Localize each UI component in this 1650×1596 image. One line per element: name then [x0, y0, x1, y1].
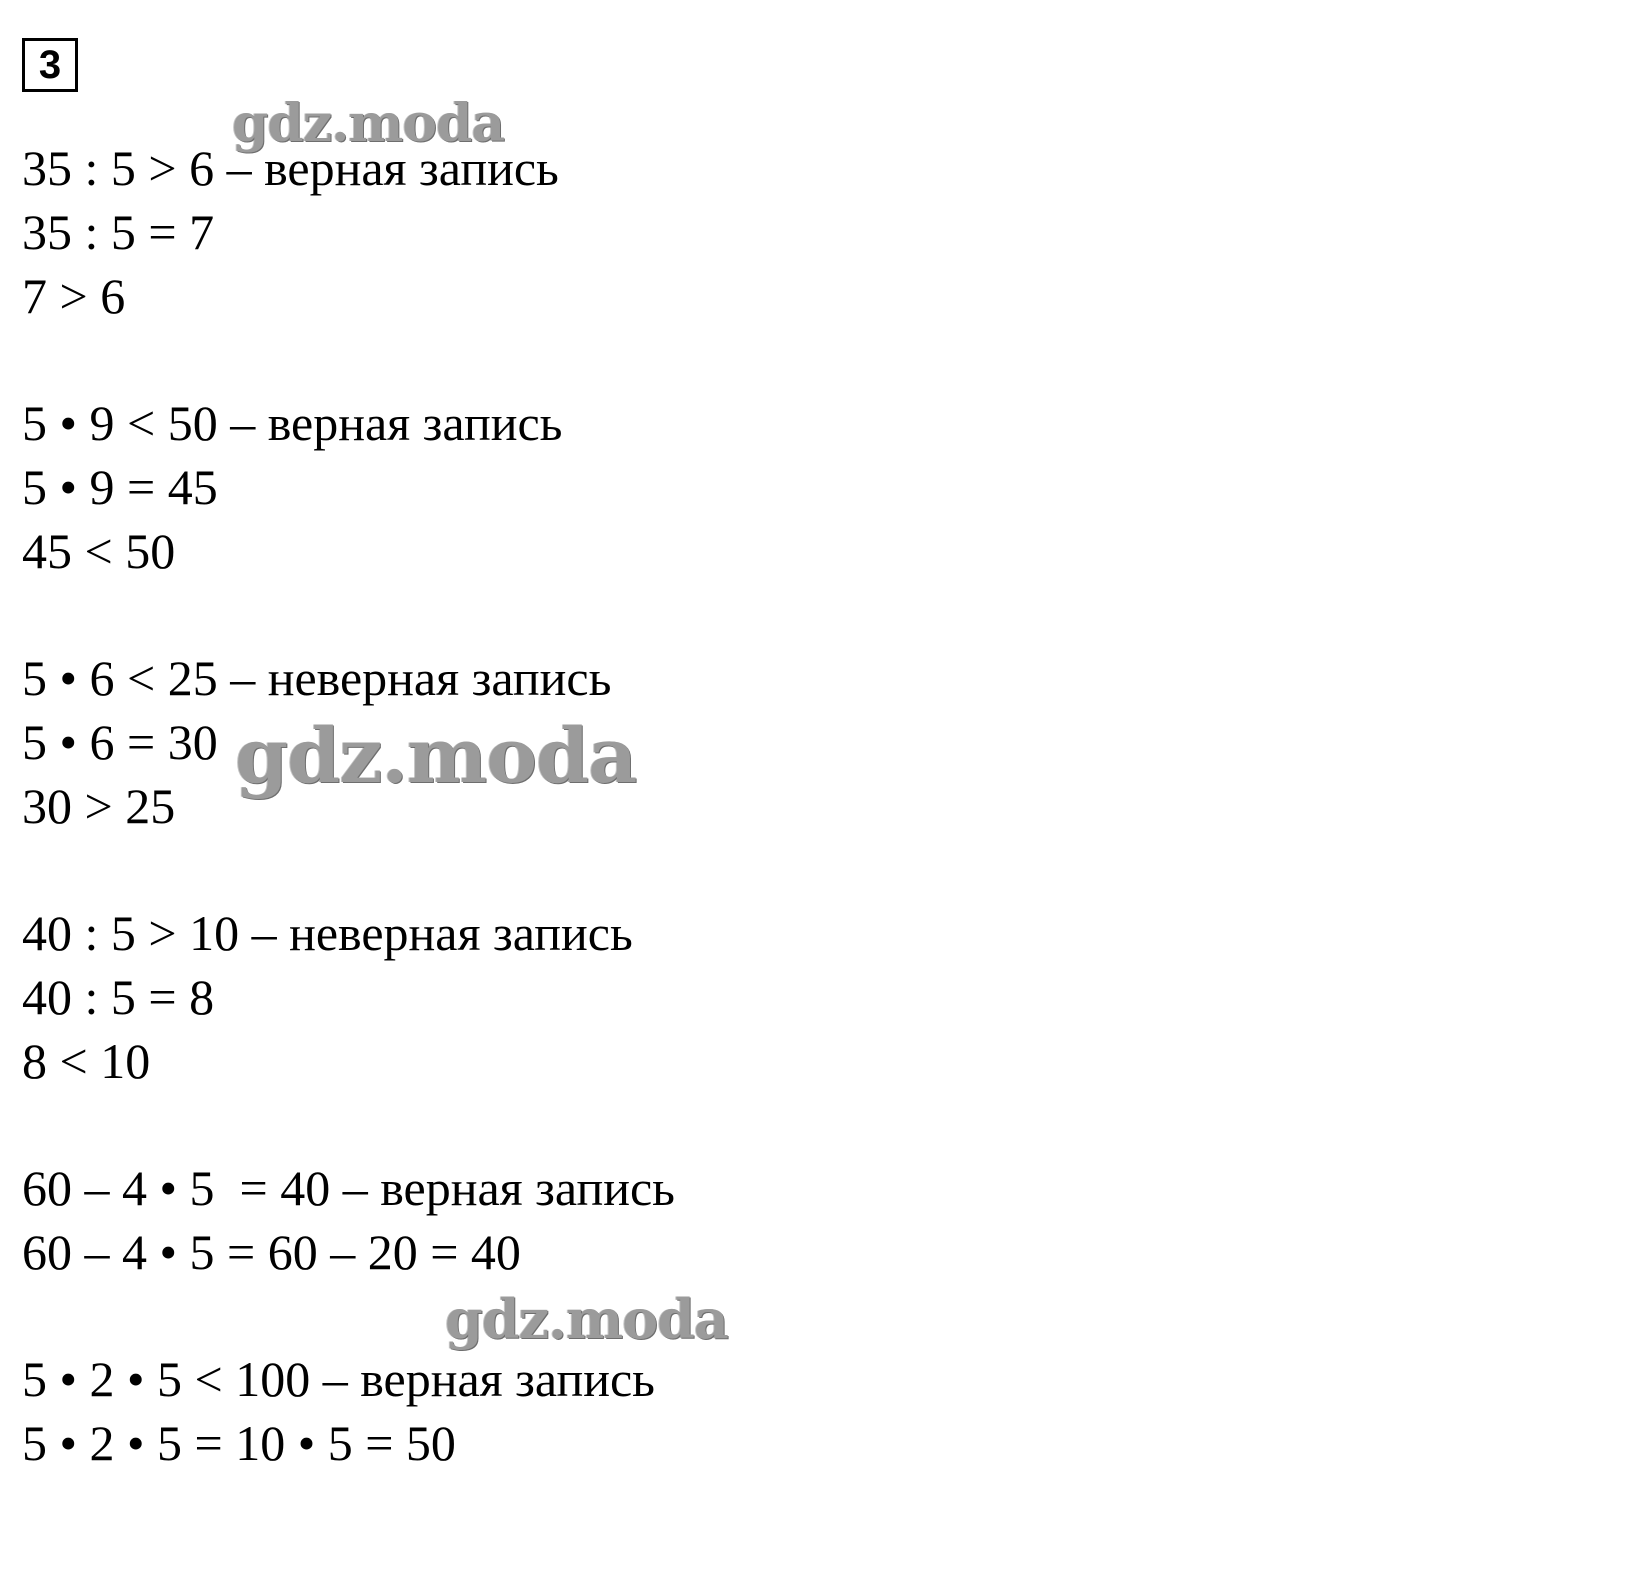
watermark: gdz.moda — [445, 1287, 728, 1351]
solution-line: 30 > 25 — [22, 778, 176, 834]
solution-line: 5 • 6 = 30 — [22, 714, 218, 770]
solution-line: 35 : 5 > 6 – верная запись — [22, 140, 559, 196]
watermark: gdz.moda — [232, 93, 505, 154]
task-number-box — [22, 38, 78, 92]
solution-line: 40 : 5 > 10 – неверная запись — [22, 905, 633, 961]
solution-line: 60 – 4 • 5 = 40 – верная запись — [22, 1160, 675, 1216]
task-number: 3 — [38, 43, 62, 87]
solution-line: 5 • 9 = 45 — [22, 459, 218, 515]
solution-line: 5 • 9 < 50 – верная запись — [22, 395, 563, 451]
solution-line: 60 – 4 • 5 = 60 – 20 = 40 — [22, 1224, 521, 1280]
solution-line: 5 • 2 • 5 < 100 – верная запись — [22, 1351, 655, 1407]
solution-line: 35 : 5 = 7 — [22, 204, 215, 260]
watermark: gdz.moda — [235, 711, 637, 800]
solution-line: 45 < 50 — [22, 523, 176, 579]
solution-line: 5 • 6 < 25 – неверная запись — [22, 650, 612, 706]
solution-line: 7 > 6 — [22, 268, 126, 324]
solution-line: 5 • 2 • 5 = 10 • 5 = 50 — [22, 1415, 456, 1471]
solution-line: 8 < 10 — [22, 1033, 151, 1089]
solution-line: 40 : 5 = 8 — [22, 969, 215, 1025]
